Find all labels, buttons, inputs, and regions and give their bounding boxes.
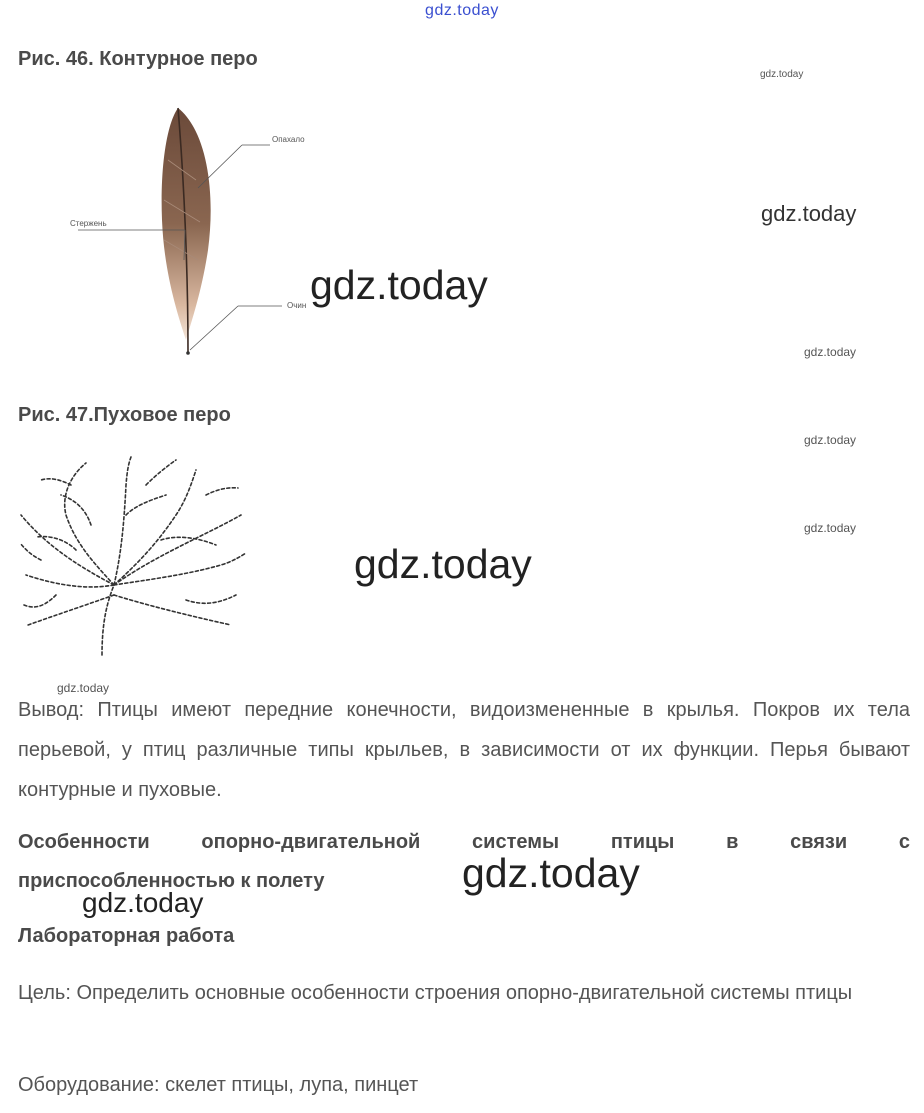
label-vane: Опахало <box>272 135 305 144</box>
figure-47-caption: Рис. 47.Пуховое перо <box>18 404 231 426</box>
watermark: gdz.today <box>310 262 488 308</box>
watermark: gdz.today <box>760 69 804 80</box>
watermark-top: gdz.today <box>425 2 499 19</box>
watermark: gdz.today <box>761 201 857 226</box>
watermark: gdz.today <box>354 541 532 587</box>
watermark: gdz.today <box>804 521 857 535</box>
watermark: gdz.today <box>804 433 857 447</box>
figure-46-caption: Рис. 46. Контурное перо <box>18 48 258 70</box>
section-heading-line1: Особенности опорно-двигательной системы птицы в связи с <box>18 831 910 853</box>
conclusion-text: Вывод: Птицы имеют передние конечности, видоизмененные в крылья. Покров их тела перьевой, у птиц различные типы крыльев, в зависимости от их функции. Перья бывают контурные и пуховые. <box>18 699 910 801</box>
watermark: gdz.today <box>57 681 110 695</box>
lab-title: Лабораторная работа <box>18 925 235 947</box>
label-shaft: Стержень <box>70 219 107 228</box>
down-feather-illustration <box>16 455 251 665</box>
label-quill: Очин <box>287 301 307 310</box>
watermark: gdz.today <box>82 887 204 918</box>
watermark: gdz.today <box>462 850 640 896</box>
lab-goal: Цель: Определить основные особенности строения опорно-двигательной системы птицы <box>18 982 853 1004</box>
lab-equipment: Оборудование: скелет птицы, лупа, пинцет <box>18 1074 419 1096</box>
section-heading-line2: приспособленностью к полету <box>18 870 325 892</box>
watermark: gdz.today <box>804 345 857 359</box>
